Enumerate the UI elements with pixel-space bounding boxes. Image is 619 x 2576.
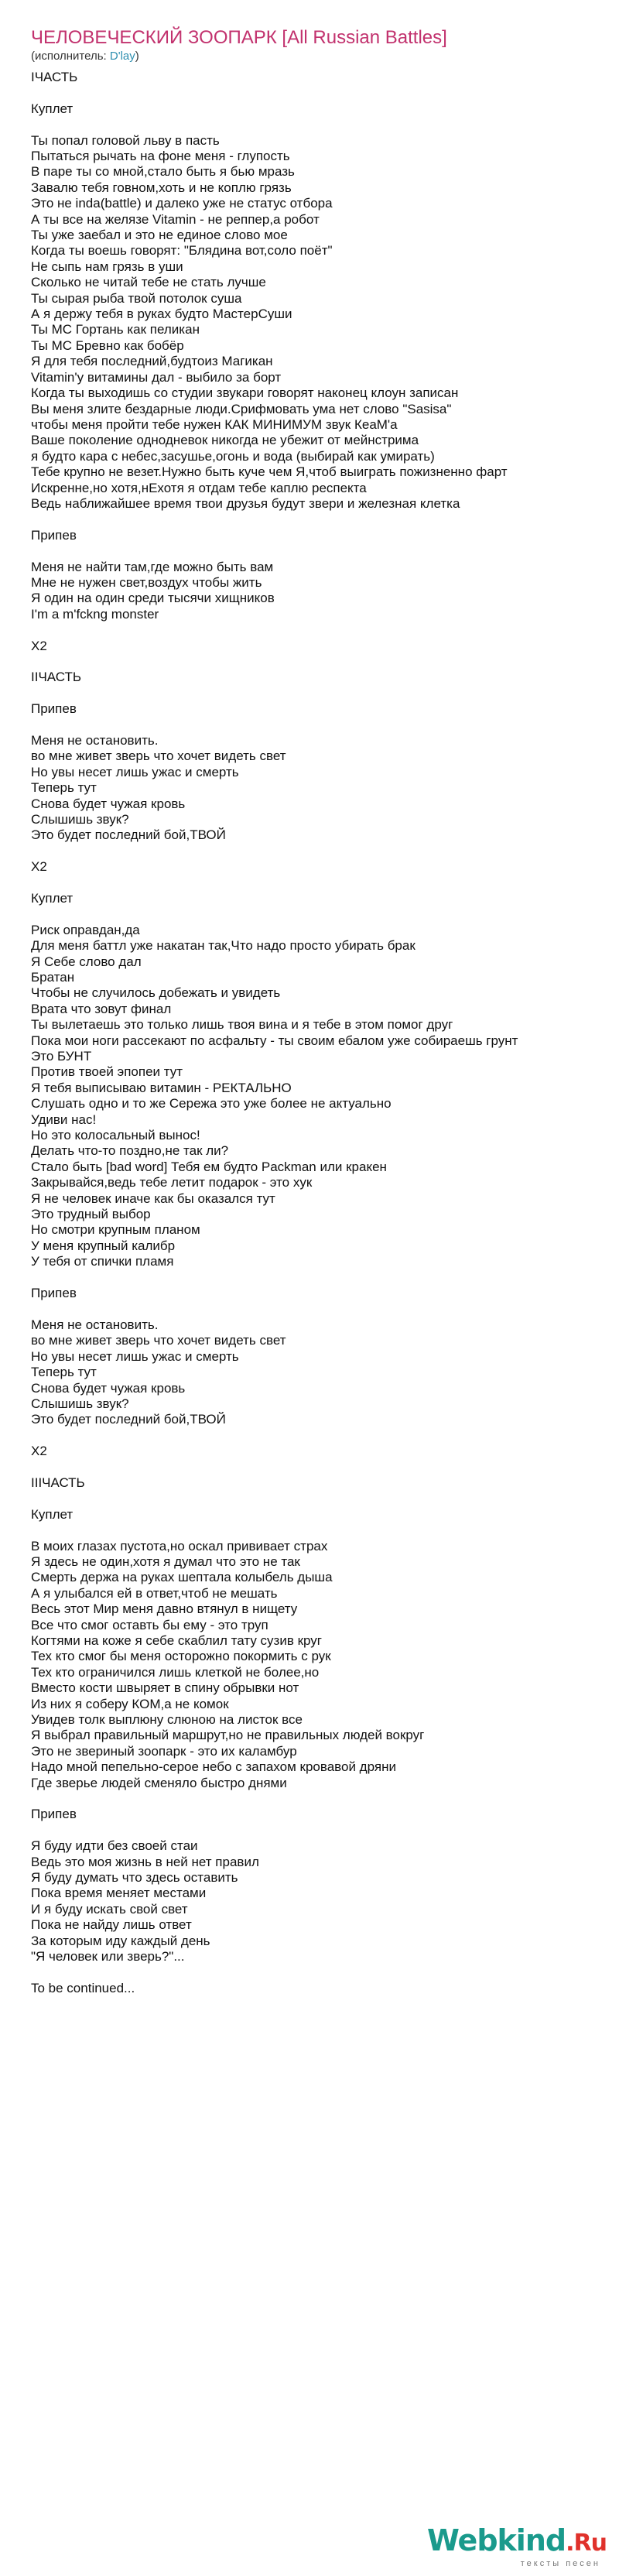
lyric-line: Это будет последний бой,ТВОЙ [31, 1412, 226, 1427]
lyric-line: Тех кто ограничился лишь клеткой не более,но [31, 1664, 320, 1680]
lyric-line: Я для тебя последний,будтоиз Магикан [31, 354, 273, 369]
logo-tagline: тексты песен [520, 2559, 600, 2568]
logo-brand-suffix: .Ru [566, 2530, 607, 2557]
lyric-line [31, 1460, 604, 1475]
lyric-line: Братан [31, 969, 75, 985]
lyric-line: Делать что-то поздно,не так ли? [31, 1143, 229, 1159]
lyric-line: Тебе крупно не везет.Нужно быть куче чем Я,чтоб выиграть пожизненно фарт [31, 464, 508, 480]
lyric-line: To be continued... [31, 1980, 135, 1995]
lyric-line: Тех кто смог бы меня осторожно покормить с рук [31, 1649, 331, 1664]
lyric-line [31, 1791, 604, 1807]
lyric-line: Весь этот Мир меня давно втянул в нищету [31, 1601, 298, 1617]
lyric-line: "Я человек или зверь?"... [31, 1949, 185, 1965]
lyric-line: Припев [31, 1286, 77, 1301]
lyric-line: Из них я соберу КОМ,а не комок [31, 1696, 229, 1711]
lyric-line [31, 844, 604, 859]
lyric-line: Искренне,но хотя,нЕхотя я отдам тебе каплю респекта [31, 480, 367, 495]
lyric-line: Это не inda(battle) и далеко уже не статус отбора [31, 196, 333, 211]
lyric-line: Закрывайся,ведь тебе летит подарок - это хук [31, 1175, 313, 1190]
lyric-line: Пока мои ноги рассекают по асфальту - ты своим ебалом уже собираешь грунт [31, 1033, 518, 1048]
lyric-line: Слышишь звук? [31, 811, 129, 827]
performer-line [31, 50, 604, 63]
lyric-line: Это не звериный зоопарк - это их каламбур [31, 1743, 297, 1759]
lyric-line: Ты МС Бревно как бобёр [31, 337, 184, 353]
lyric-line: X2 [31, 638, 47, 653]
lyric-line: Ты сырая рыба твой потолок суша [31, 290, 242, 306]
lyric-line: Вы меня злите бездарные люди.Срифмовать ума нет слово "Sasisa" [31, 401, 452, 416]
lyric-line: Vitamin'у витамины дал - выбило за борт [31, 369, 282, 385]
lyric-line: Когтями на коже я себе скаблил тату сузив круг [31, 1632, 323, 1648]
lyric-line: Это будет последний бой,ТВОЙ [31, 827, 226, 843]
lyric-line: Меня не остановить. [31, 732, 159, 748]
lyric-line: У тебя от спички пламя [31, 1254, 174, 1269]
lyric-line: Против твоей эпопеи тут [31, 1064, 183, 1080]
lyric-line [31, 512, 604, 527]
lyric-line: Мне не нужен свет,воздух чтобы жить [31, 574, 262, 590]
lyric-line [31, 686, 604, 701]
lyric-line: Риск оправдан,да [31, 922, 140, 937]
performer-prefix: (исполнитель: [31, 50, 110, 63]
lyric-line: Ты попал головой льву в пасть [31, 132, 220, 148]
lyric-line: Снова будет чужая кровь [31, 1380, 186, 1396]
lyric-line: Стало быть [bad word] Тебя ем будто Packman или кракен [31, 1159, 387, 1174]
lyric-line: Снова будет чужая кровь [31, 796, 186, 811]
lyric-line [31, 654, 604, 670]
webkind-logo[interactable] [427, 2525, 605, 2568]
lyric-line: Смерть держа на руках шептала колыбель дыша [31, 1570, 333, 1585]
lyric-line: Слышишь звук? [31, 1396, 129, 1411]
lyric-line: Для меня баттл уже накатан так,Что надо просто убирать брак [31, 938, 416, 954]
lyric-line: Куплет [31, 101, 74, 116]
lyric-line: А ты все на желязе Vitamin - не реппер,а робот [31, 211, 320, 227]
lyric-line: Я один на один среди тысячи хищников [31, 591, 275, 606]
lyric-line: И я буду искать свой свет [31, 1901, 188, 1917]
lyric-line: Ваше поколение однодневок никогда не убежит от мейнстрима [31, 433, 419, 448]
song-page [31, 26, 604, 1996]
lyric-line: Слушать одно и то же Сережа это уже более не актуально [31, 1096, 392, 1112]
lyric-line: Ведь наближайшее время твои друзья будут звери и железная клетка [31, 495, 460, 511]
lyric-line: Припев [31, 1807, 77, 1822]
lyric-line: Но увы несет лишь ужас и смерть [31, 764, 239, 779]
lyric-line: во мне живет зверь что хочет видеть свет [31, 748, 286, 764]
lyric-line: Пока время меняет местами [31, 1886, 207, 1901]
lyric-line: X2 [31, 1444, 47, 1459]
lyric-line: Куплет [31, 890, 74, 906]
lyric-line [31, 85, 604, 101]
lyric-line: Ты уже заебал и это не единое слово мое [31, 228, 288, 243]
lyric-line: IIIЧАСТЬ [31, 1475, 85, 1490]
lyric-line: I'm a m'fckng monster [31, 606, 159, 622]
lyric-line: Когда ты выходишь со студии звукари говорят наконец клоун записан [31, 385, 459, 401]
lyric-line: Но это колосальный вынос! [31, 1128, 200, 1143]
performer-suffix: ) [135, 50, 139, 63]
lyric-line: У меня крупный калибр [31, 1238, 176, 1253]
lyric-line: Меня не остановить. [31, 1317, 159, 1332]
lyric-line: Припев [31, 527, 77, 543]
lyric-line: Теперь тут [31, 780, 97, 796]
lyric-line: Меня не найти там,где можно быть вам [31, 559, 274, 574]
lyric-line: Но смотри крупным планом [31, 1222, 200, 1238]
lyric-line [31, 906, 604, 922]
lyric-line [31, 1823, 604, 1838]
lyric-line: Где зверье людей сменяло быстро днями [31, 1775, 287, 1790]
lyric-line: Все что смог оставть бы ему - это труп [31, 1617, 268, 1632]
lyric-line: Припев [31, 701, 77, 717]
artist-link[interactable]: D'lay [109, 50, 135, 63]
lyric-line: Завалю тебя говном,хоть и не коплю грязь [31, 180, 292, 195]
lyric-line [31, 1302, 604, 1317]
song-title: ЧЕЛОВЕЧЕСКИЙ ЗООПАРК [All Russian Battles] [31, 27, 447, 48]
lyric-line: А я улыбался ей в ответ,чтоб не мешать [31, 1585, 278, 1601]
lyric-line: Я тебя выписываю витамин - РЕКТАЛЬНО [31, 1080, 292, 1095]
lyric-line: Не сыпь нам грязь в уши [31, 259, 183, 274]
lyric-line [31, 1428, 604, 1444]
lyric-line: Надо мной пепельно-серое небо с запахом кровавой дряни [31, 1759, 396, 1775]
logo-brand-main: Webkind [427, 2523, 566, 2557]
lyric-line: Теперь тут [31, 1365, 97, 1380]
lyric-line: Чтобы не случилось добежать и увидеть [31, 985, 281, 1001]
lyric-line [31, 543, 604, 559]
lyric-line: во мне живет зверь что хочет видеть свет [31, 1333, 286, 1348]
lyric-line [31, 1523, 604, 1538]
lyric-line: IЧАСТЬ [31, 70, 78, 84]
lyric-line: Вместо кости швыряет в спину обрывки нот [31, 1680, 299, 1696]
lyrics-body [31, 70, 604, 1996]
lyric-line [31, 1270, 604, 1286]
lyric-line: X2 [31, 859, 47, 875]
lyric-line [31, 1965, 604, 1980]
lyric-line: Это БУНТ [31, 1049, 92, 1064]
lyric-line: Удиви нас! [31, 1112, 97, 1127]
lyric-line: Я буду думать что здесь оставить [31, 1870, 238, 1886]
lyric-line [31, 622, 604, 638]
lyric-line: Это трудный выбор [31, 1207, 151, 1222]
lyric-line: Я выбрал правильный маршрут,но не правильных людей вокруг [31, 1728, 425, 1743]
logo-brand [427, 2525, 605, 2559]
lyric-line: Когда ты воешь говорят: "Блядина вот,соло поёт" [31, 243, 333, 259]
lyric-line: Я Себе слово дал [31, 954, 142, 969]
lyric-line: Пока не найду лишь ответ [31, 1917, 192, 1933]
lyric-line: Ведь это моя жизнь в ней нет правил [31, 1854, 259, 1869]
lyric-line: IIЧАСТЬ [31, 670, 81, 685]
lyric-line: Я буду идти без своей стаи [31, 1838, 198, 1854]
lyric-line: Куплет [31, 1506, 74, 1522]
lyric-line: В моих глазах пустота,но оскал прививает страх [31, 1538, 328, 1553]
lyric-line: За которым иду каждый день [31, 1933, 210, 1948]
lyric-line: Но увы несет лишь ужас и смерть [31, 1348, 239, 1364]
lyric-line: Ты вылетаешь это только лишь твоя вина и я тебе в этом помог друг [31, 1017, 453, 1033]
lyric-line: А я держу тебя в руках будто МастерСуши [31, 307, 292, 322]
lyric-line [31, 117, 604, 132]
lyric-line: я будто кара с небес,засушье,огонь и вода (выбирай как умирать) [31, 448, 435, 464]
lyric-line [31, 875, 604, 891]
lyric-line: Пытаться рычать на фоне меня - глупость [31, 149, 290, 163]
lyric-line: Ты МС Гортань как пеликан [31, 322, 200, 337]
lyric-line: В паре ты со мной,стало быть я бью мразь [31, 164, 295, 180]
lyric-line: Увидев толк выплюну слюною на листок все [31, 1711, 303, 1727]
lyric-line [31, 718, 604, 733]
lyric-line: Я здесь не один,хотя я думал что это не так [31, 1553, 300, 1569]
lyric-line [31, 1491, 604, 1506]
lyric-line: Я не человек иначе как бы оказался тут [31, 1190, 275, 1206]
lyric-line: чтобы меня пройти тебе нужен КАК МИНИМУМ звук КеаМ'а [31, 416, 398, 432]
lyric-line: Врата что зовут финал [31, 1001, 172, 1016]
lyric-line: Сколько не читай тебе не стать лучше [31, 275, 266, 290]
